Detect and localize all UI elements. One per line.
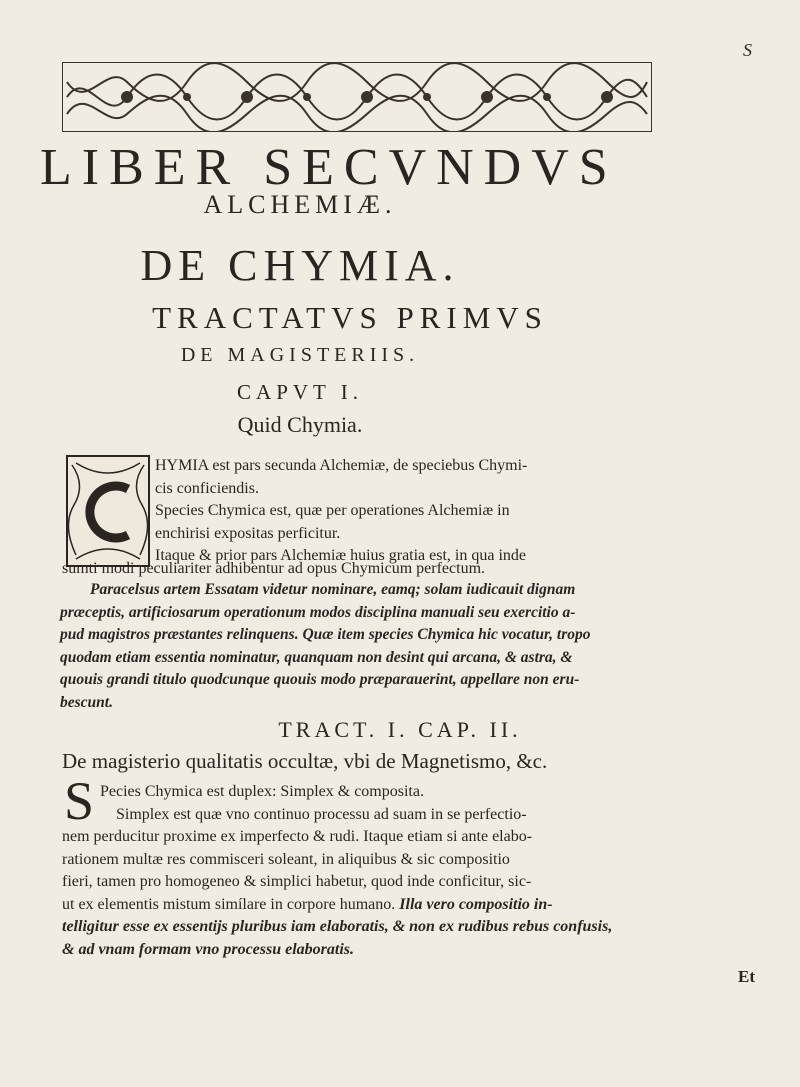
text-line: Pecies Chymica est duplex: Simplex & composita. — [100, 783, 424, 800]
text-line: Simplex est quæ vno continuo processu ad suam in se perfectio- — [116, 805, 527, 823]
tractate-title: TRACTATVS PRIMVS — [152, 300, 548, 335]
section2-first-lines — [100, 781, 760, 826]
text-line: fieri, tamen pro homogeneo & simplici habetur, quod inde conficitur, sic- — [62, 873, 532, 890]
chapter-title: Quid Chymia. — [237, 412, 363, 437]
section1-first-lines — [155, 455, 755, 568]
book-title: LIBER SECVNDVS — [40, 139, 618, 196]
section1-line-after — [62, 558, 752, 581]
text-line: quouis grandi titulo quodcunque quouis modo præparauerint, appellare non eru- — [60, 671, 580, 688]
text-line: cis conficiendis. — [155, 479, 259, 497]
book-subtitle: ALCHEMIÆ. — [203, 190, 397, 219]
section1-italic-commentary — [60, 579, 760, 714]
section2-body — [62, 826, 762, 961]
signature-mark: S — [743, 40, 752, 60]
text-line: pud magistros præstantes relinquens. Quæ item species Chymica hic vocatur, tropo — [60, 626, 591, 643]
chapter-heading: CAPVT I. — [237, 380, 363, 404]
text-line: Species Chymica est, quæ per operationes Alchemiæ in — [155, 502, 510, 519]
part-title: DE CHYMIA. — [140, 241, 460, 290]
tractate-subtitle: DE MAGISTERIIS. — [180, 344, 420, 366]
text-segment: ut ex elementis mistum simílare in corpore humano. — [62, 895, 400, 913]
text-line: Paracelsus artem Essatam videtur nominare, eamq; solam iudicauit dignam — [90, 581, 576, 598]
section2-heading: TRACT. I. CAP. II. — [278, 717, 522, 742]
text-line: enchirisi expositas perficitur. — [155, 524, 341, 542]
italic-segment: & ad vnam formam vno processu elaboratis. — [62, 940, 355, 958]
text-line: bescunt. — [60, 693, 113, 711]
text-line: quodam etiam essentia nominatur, quanquam non desint qui arcana, & astra, & — [60, 648, 573, 666]
text-line — [62, 894, 762, 917]
decorated-initial-c — [66, 455, 150, 567]
italic-segment: Illa vero compositio in- — [399, 895, 553, 913]
text-line — [62, 939, 762, 962]
ornamental-headpiece — [62, 62, 652, 132]
catchword: Et — [738, 967, 755, 986]
text-line: præceptis, artificiosarum operationum modos disciplina manuali seu exercitio a- — [60, 603, 576, 621]
text-line: nem perducitur proxime ex imperfecto & rudi. Itaque etiam si ante elabo- — [62, 828, 533, 845]
drop-cap-s: S — [64, 771, 95, 831]
text-line — [62, 916, 762, 939]
section2-subheading: De magisterio qualitatis occultæ, vbi de Magnetismo, &c. — [62, 749, 548, 773]
text-line: sumti modi peculiariter adhibentur ad opus Chymicum perfectum. — [62, 560, 486, 577]
italic-segment: telligitur esse ex essentijs pluribus iam elaboratis, & non ex rudibus rebus confusis, — [62, 918, 613, 935]
text-line: Itaque & prior pars Alchemiæ huius gratia est, in qua inde — [155, 547, 527, 564]
text-line: HYMIA est pars secunda Alchemiæ, de speciebus Chymi- — [155, 457, 528, 474]
text-line: rationem multæ res commisceri soleant, in aliquibus & sic compositio — [62, 850, 510, 868]
